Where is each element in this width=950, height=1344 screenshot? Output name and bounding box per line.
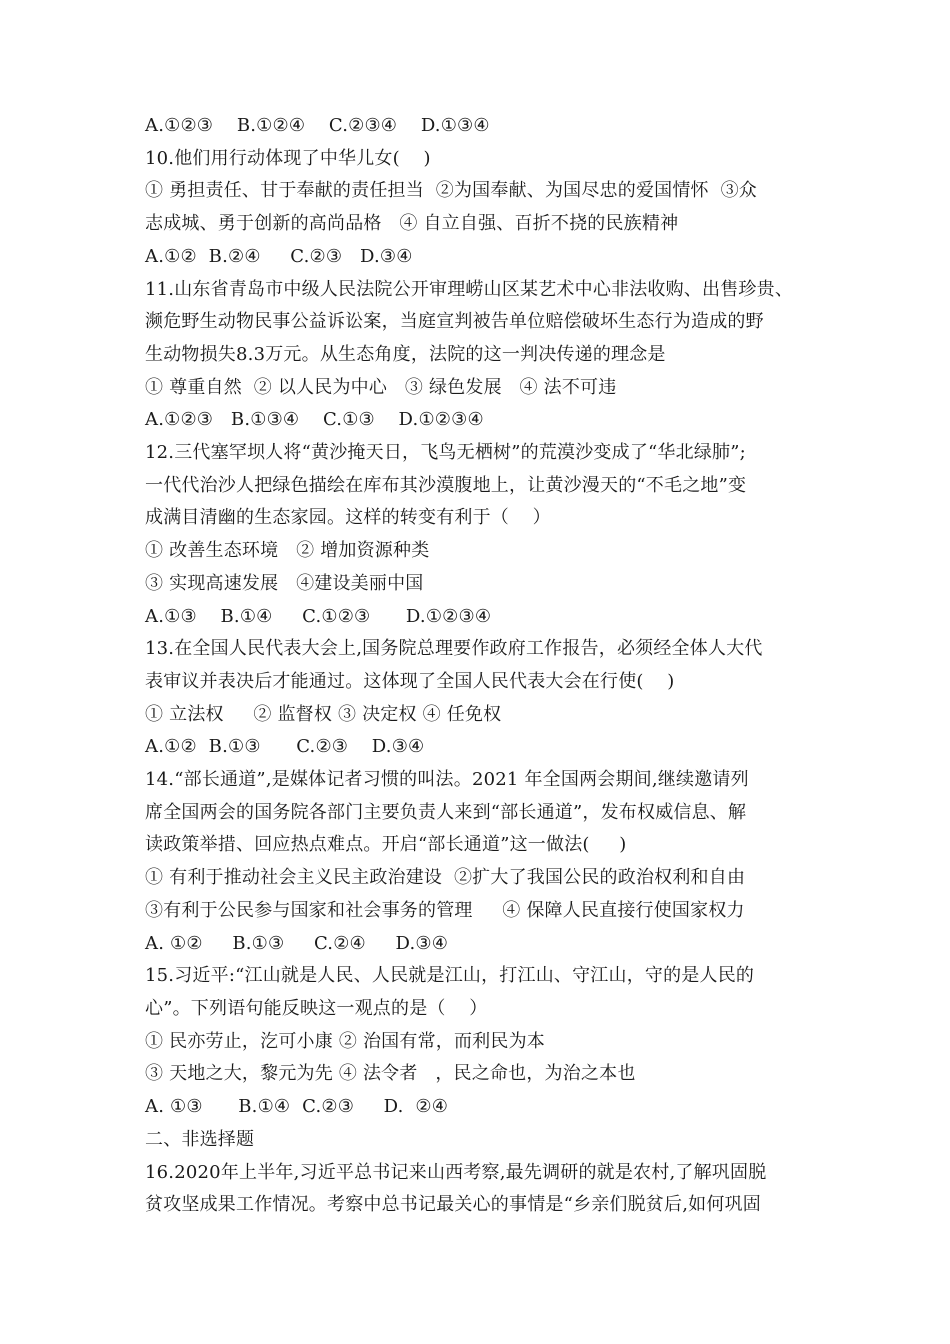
text-line: 濒危野生动物民事公益诉讼案，当庭宣判被告单位赔偿破坏生态行为造成的野 [145, 311, 764, 333]
text-line: 成满目清幽的生态家园。这样的转变有利于（ ） [145, 507, 551, 529]
question-text-block [145, 110, 815, 1222]
text-line: ① 改善生态环境 ② 增加资源种类 [145, 540, 430, 562]
text-line: 10.他们用行动体现了中华儿女( ) [145, 147, 431, 169]
text-line: 读政策举措、回应热点难点。开启“部长通道”这一做法( ) [145, 834, 627, 856]
text-line: 表审议并表决后才能通过。这体现了全国人民代表大会在行使( ) [145, 670, 675, 692]
text-line: 生动物损失8.3万元。从生态角度，法院的这一判决传递的理念是 [145, 343, 666, 365]
section-heading: 二、非选择题 [145, 1128, 255, 1150]
text-line: 15.习近平:“江山就是人民、人民就是江山，打江山、守江山，守的是人民的 [145, 965, 755, 987]
text-line: A.①③ B.①④ C.①②③ D.①②③④ [145, 605, 492, 627]
text-line: 16.2020年上半年,习近平总书记来山西考察,最先调研的就是农村,了解巩固脱 [145, 1161, 767, 1183]
text-line: ③ 天地之大，黎元为先 ④ 法令者 ，民之命也，为治之本也 [145, 1063, 636, 1085]
text-line: 13.在全国人民代表大会上,国务院总理要作政府工作报告，必须经全体人大代 [145, 638, 763, 660]
text-line: ① 尊重自然 ② 以人民为中心 ③ 绿色发展 ④ 法不可违 [145, 376, 617, 398]
text-line: 志成城、勇于创新的高尚品格 ④ 自立自强、百折不挠的民族精神 [145, 213, 679, 235]
text-line: ① 民亦劳止，汔可小康 ② 治国有常，而利民为本 [145, 1030, 545, 1052]
text-line: ① 有利于推动社会主义民主政治建设 ②扩大了我国公民的政治权利和自由 [145, 867, 746, 889]
text-line: A. ①③ B.①④ C.②③ D. ②④ [145, 1096, 449, 1118]
text-line: A. ①② B.①③ C.②④ D.③④ [145, 932, 449, 954]
text-line: 11.山东省青岛市中级人民法院公开审理崂山区某艺术中心非法收购、出售珍贵、 [145, 278, 794, 300]
text-line: A.①②③ B.①②④ C.②③④ D.①③④ [145, 115, 490, 136]
text-line: A.①② B.①③ C.②③ D.③④ [145, 736, 425, 758]
text-line: 贫攻坚成果工作情况。考察中总书记最关心的事情是“乡亲们脱贫后,如何巩固 [145, 1194, 761, 1216]
text-line: 心”。下列语句能反映这一观点的是（ ） [145, 997, 488, 1019]
text-line: ① 勇担责任、甘于奉献的责任担当 ②为国奉献、为国尽忠的爱国情怀 ③众 [145, 180, 758, 202]
text-line: 14.“部长通道”,是媒体记者习惯的叫法。2021 年全国两会期间,继续邀请列 [145, 769, 749, 791]
text-line: 12.三代塞罕坝人将“黄沙掩天日，飞鸟无栖树”的荒漠沙变成了“华北绿肺”; [145, 442, 746, 464]
text-line: ③有利于公民参与国家和社会事务的管理 ④ 保障人民直接行使国家权力 [145, 899, 745, 921]
text-line: ③ 实现高速发展 ④建设美丽中国 [145, 572, 424, 594]
text-line: 席全国两会的国务院各部门主要负责人来到“部长通道”，发布权威信息、解 [145, 801, 747, 823]
text-line: 一代代治沙人把绿色描绘在库布其沙漠腹地上，让黄沙漫天的“不毛之地”变 [145, 474, 747, 496]
text-line: A.①② B.②④ C.②③ D.③④ [145, 245, 413, 267]
text-line: A.①②③ B.①③④ C.①③ D.①②③④ [145, 409, 484, 431]
text-line: ① 立法权 ② 监督权 ③ 决定权 ④ 任免权 [145, 703, 502, 725]
